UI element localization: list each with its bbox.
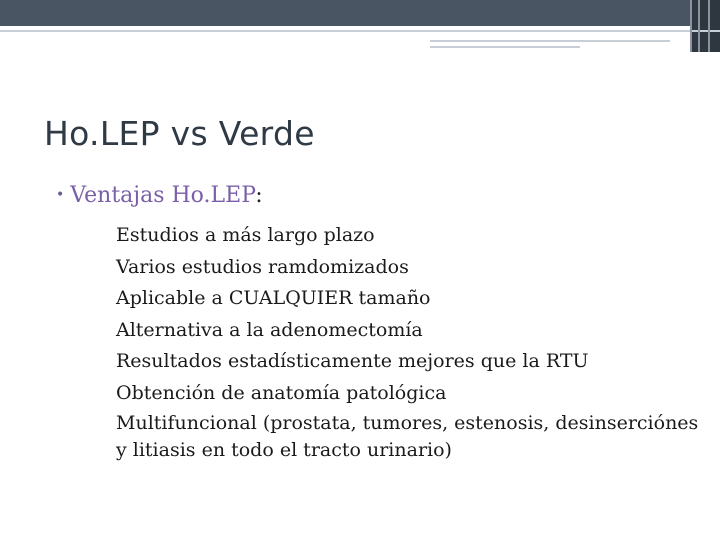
bullet-dot-icon: • [56, 187, 65, 203]
header-stripe [430, 40, 670, 42]
bullet-heading-label: Ventajas Ho.LEP [70, 183, 256, 208]
header-corner-block [692, 0, 720, 52]
slide-title: Ho.LEP vs Verde [44, 114, 315, 153]
list-item: Estudios a más largo plazo [116, 224, 375, 246]
list-item: Resultados estadísticamente mejores que la RTU [116, 350, 589, 372]
header-divider-line [690, 0, 692, 52]
list-item: Aplicable a CUALQUIER tamaño [116, 287, 431, 309]
header-stripe [430, 46, 580, 48]
header-divider-line [708, 0, 710, 52]
list-item: Varios estudios ramdomizados [116, 255, 409, 278]
advantages-list [116, 220, 706, 464]
header-divider-line [698, 0, 700, 52]
bullet-heading [56, 183, 263, 208]
list-item: Multifuncional (prostata, tumores, estenosis, desinserciónes y litiasis en todo el tracto urinario) [116, 412, 699, 461]
header-stripe [0, 30, 720, 32]
list-item: Obtención de anatomía patológica [116, 381, 447, 404]
header-bar [0, 0, 720, 26]
list-item: Alternativa a la adenomectomía [116, 318, 423, 341]
bullet-heading-colon: : [255, 183, 263, 208]
